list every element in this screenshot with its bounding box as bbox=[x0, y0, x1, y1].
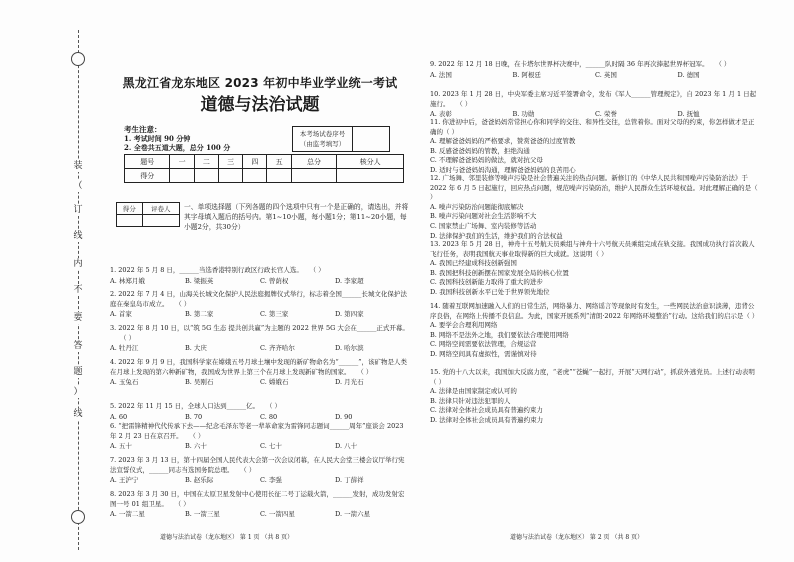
seat-sublabel: （由监考填写） bbox=[299, 140, 346, 148]
option-row bbox=[110, 475, 410, 485]
grader-table bbox=[116, 202, 180, 227]
binding-char: 要 bbox=[67, 312, 89, 324]
option-row bbox=[110, 309, 410, 319]
option: C. 一箭四星 bbox=[260, 510, 295, 519]
score-cell[interactable] bbox=[194, 169, 218, 183]
question-stem: 15. 党的十八大以来，我国加大反腐力度，“老虎”“苍蝇”一起打，开展“天网行动”，抓获外逃党员。上述行动表明（ ） bbox=[430, 368, 755, 386]
option: D. 我国科技创新水平已处于世界领先地位 bbox=[430, 287, 550, 296]
answer-paren[interactable]: （ ） bbox=[360, 367, 373, 376]
section-heading: 一、单项选择题（下列各题的四个选项中只有一个是正确的，请选出，并将其字母填入题后的括号内。第1~10小题，每小题1分；第11~20小题，每小题2分，共30分） bbox=[184, 203, 409, 231]
option: B. 法律只针对违法犯罪的人 bbox=[430, 396, 511, 405]
option: A. 法国 bbox=[430, 70, 452, 79]
score-header-cell: 二 bbox=[194, 155, 218, 169]
option-row bbox=[110, 441, 410, 451]
answer-paren[interactable]: （ ） bbox=[459, 99, 472, 108]
question-item bbox=[430, 90, 760, 119]
question-stem: 8. 2023 年 3 月 30 日，中国在太原卫星发射中心使用长征二号丁运载火箭，______发射，成功发射宏图一号 01 组卫星。 （ ） bbox=[110, 490, 405, 508]
answer-paren[interactable]: （ ） bbox=[269, 402, 282, 410]
option: B. 噪声污染问题对社会生活影响不大 bbox=[430, 212, 537, 221]
option: D. 法律对全体社会成员具有普遍约束力 bbox=[430, 415, 544, 424]
score-value-row bbox=[125, 169, 404, 183]
option: D. 抚恤 bbox=[677, 110, 700, 119]
grader-header-cell: 评卷人 bbox=[142, 203, 179, 215]
option: C. 齐齐哈尔 bbox=[260, 344, 295, 353]
option: A. 60 bbox=[110, 412, 128, 421]
option: A. 王沪宁 bbox=[110, 476, 139, 485]
binding-char: 题 bbox=[67, 366, 89, 378]
option: C. 法律对全体社会成员具有普遍约束力 bbox=[430, 406, 543, 415]
option: B. 六十 bbox=[185, 442, 207, 451]
seat-number-box bbox=[292, 126, 390, 152]
grader-header-cell: 得分 bbox=[117, 203, 143, 215]
binding-char: 装 bbox=[67, 160, 89, 172]
option: A. 我国已经建成科技创新强国 bbox=[430, 259, 517, 268]
seat-label-cell bbox=[293, 127, 353, 151]
option: C. 不理解爸爸妈妈的做法，就对抗父母 bbox=[430, 156, 543, 165]
answer-paren[interactable]: （ ） bbox=[192, 431, 205, 440]
option: D. 李家超 bbox=[335, 276, 364, 285]
score-cell[interactable] bbox=[337, 169, 404, 183]
question-item bbox=[430, 60, 760, 80]
binding-char: 订 bbox=[67, 204, 89, 216]
answer-paren[interactable]: （ ） bbox=[312, 266, 325, 274]
question-item bbox=[110, 324, 410, 353]
question-stem: 6. “把雷锋精神代代传承下去——纪念毛泽东等老一辈革命家为雷锋同志题词______周年”座谈会 2023 年 2 月 23 日在京召开。 （ ） bbox=[110, 422, 404, 440]
question-stem: 12. 广场舞、邻里装修等噪声污染是社会普遍关注的热点问题。新修订的《中华人民共和国噪声污染防治法》于 2022 年 6 月 5 日起施行，回应热点问题，规范噪声污染防治，维护人民群众生活环境权益。对此理解正确的是（ ） bbox=[430, 174, 758, 202]
question-stem: 4. 2022 年 9 月 9 日，我国科学家在嫦娥五号月球土壤中发现的新矿物命名为“______”，该矿物是人类在月球上发现的第六种新矿物，我国成为世界上第三个在月球上发现新矿物的国家。 （ ） bbox=[110, 358, 408, 376]
score-cell[interactable] bbox=[243, 169, 267, 183]
option: A. 一箭二星 bbox=[110, 510, 145, 519]
option: C. 80 bbox=[260, 412, 278, 421]
question-item bbox=[430, 174, 760, 241]
question-item bbox=[110, 456, 410, 485]
question-stem: 3. 2022 年 8 月 10 日，以“筑 5G 生态 提共创共赢”为主题的 2022 世界 5G 大会在______正式开幕。（ ） bbox=[110, 324, 409, 342]
question-item bbox=[430, 240, 760, 298]
option-row bbox=[110, 377, 410, 387]
option: C. 李强 bbox=[260, 476, 282, 485]
option: B. 反感爸爸妈妈的管教，拒绝沟通 bbox=[430, 146, 530, 155]
option: D. 适时与爸爸妈妈沟通，理解爸爸妈妈的良苦用心 bbox=[430, 165, 576, 174]
binding-hole bbox=[71, 510, 85, 524]
exam-subject: 道德与法治试题 bbox=[200, 95, 320, 115]
binding-margin bbox=[66, 30, 106, 550]
option-row bbox=[110, 412, 410, 422]
binding-paren-open: （ bbox=[67, 180, 89, 192]
notice-heading: 考生注意： bbox=[124, 125, 162, 134]
binding-paren-close: ） bbox=[67, 386, 89, 398]
option: D. 一箭六星 bbox=[335, 510, 371, 519]
option-row bbox=[430, 70, 760, 80]
right-page bbox=[430, 60, 760, 544]
option: A. 噪声污染防治问题能彻底解决 bbox=[430, 202, 524, 211]
option: C. 我国科技创新能力取得了重大的进步 bbox=[430, 278, 543, 287]
option: D. 德国 bbox=[677, 70, 700, 79]
right-page-footer: 道德与法治试卷（龙东地区） 第 2 页 （共 8 页） bbox=[510, 534, 644, 541]
question-item bbox=[110, 358, 410, 387]
score-header-cell: 题号 bbox=[125, 155, 170, 169]
option: D. 第四家 bbox=[335, 310, 364, 319]
option: D. 丁薛祥 bbox=[335, 476, 364, 485]
option: C. 七十 bbox=[260, 442, 282, 451]
score-cell[interactable] bbox=[291, 169, 336, 183]
binding-char: 答 bbox=[67, 340, 89, 352]
score-header-cell: 总分 bbox=[291, 155, 336, 169]
option: B. 阿根廷 bbox=[512, 70, 541, 79]
question-stem: 1. 2022 年 5 月 8 日，______当选香港特别行政区行政长官人选。 （ ） bbox=[110, 266, 325, 274]
answer-paren[interactable]: （ ） bbox=[177, 499, 190, 508]
option: A. 牡丹江 bbox=[110, 344, 139, 353]
option: C. 嫦娥石 bbox=[260, 378, 289, 387]
score-header-row bbox=[125, 155, 404, 169]
option: D. 哈尔滨 bbox=[335, 344, 364, 353]
option-row bbox=[110, 343, 410, 353]
question-item bbox=[110, 290, 410, 319]
question-item bbox=[430, 118, 760, 176]
option: B. 我国把科技创新摆在国家发展全局的核心位置 bbox=[430, 268, 569, 277]
option: A. 首家 bbox=[110, 310, 132, 319]
question-item bbox=[110, 266, 410, 286]
option: C. 第三家 bbox=[260, 310, 289, 319]
option: B. 赵乐际 bbox=[185, 476, 214, 485]
option: A. 表彰 bbox=[430, 110, 452, 119]
score-cell[interactable] bbox=[267, 169, 291, 183]
option: D. 八十 bbox=[335, 442, 358, 451]
score-table bbox=[124, 154, 404, 183]
question-stem: 9. 2022 年 12 月 18 日晚，在卡塔尔世界杯决赛中，______队时隔 36 年再次捧起世界杯冠军。 （ ） bbox=[430, 60, 731, 68]
score-header-cell: 一 bbox=[170, 155, 194, 169]
answer-paren[interactable]: （ ） bbox=[243, 465, 256, 474]
option: D. 月光石 bbox=[335, 378, 364, 387]
option: A. 五十 bbox=[110, 442, 132, 451]
score-header-cell: 核分人 bbox=[337, 155, 404, 169]
option: A. 林郑月娥 bbox=[110, 276, 145, 285]
option: D. 网络空间具有虚拟性，需谨慎对待 bbox=[430, 349, 537, 358]
score-cell[interactable] bbox=[170, 169, 194, 183]
answer-paren[interactable]: （ ） bbox=[120, 333, 136, 342]
option: B. 吴刚石 bbox=[185, 378, 214, 387]
question-stem: 7. 2023 年 3 月 13 日，第十四届全国人民代表大会第一次会议闭幕，在人民大会堂三楼会议厅举行宪法宣誓仪式，______同志当选国务院总理。 （ ） bbox=[110, 456, 405, 474]
notice-item: 2. 全卷共五道大题，总分 100 分 bbox=[124, 143, 231, 152]
left-page-footer: 道德与法治试卷（龙东地区） 第 1 页 （共 8 页） bbox=[160, 534, 294, 541]
question-item bbox=[430, 302, 760, 360]
exam-title: 黑龙江省龙东地区 2023 年初中毕业学业统一考试 bbox=[122, 76, 398, 90]
option: C. 国家禁止广场舞、室内装修等活动 bbox=[430, 221, 537, 230]
option: C. 曾荫权 bbox=[260, 276, 289, 285]
option: B. 大庆 bbox=[185, 344, 207, 353]
question-stem: 2. 2022 年 7 月 4 日，山海关长城文化保护人民法庭揭牌仪式举行，标志着全国______长城文化保护法庭在秦皇岛市成立。 （ ） bbox=[110, 290, 407, 308]
grader-cell[interactable] bbox=[117, 215, 143, 227]
question-item bbox=[110, 422, 410, 451]
score-header-cell: 四 bbox=[243, 155, 267, 169]
option: C. 网络空间需要依法管理，合规运营 bbox=[430, 340, 537, 349]
seat-number-field[interactable] bbox=[353, 127, 389, 151]
option: D. 90 bbox=[335, 412, 353, 421]
option: B. 功勋 bbox=[512, 110, 535, 119]
question-stem: 11. 你进初中后，爸爸妈妈常常担心你和同学的交往、和异性交往，总管着你。面对父母的约束，你怎样做才是正确的（ ） bbox=[430, 118, 755, 136]
score-header-cell: 三 bbox=[218, 155, 242, 169]
option: B. 网络不是法外之地，我们要依法合理使用网络 bbox=[430, 330, 569, 339]
question-item bbox=[110, 402, 410, 422]
seat-label: 本考场试卷序号 bbox=[299, 130, 346, 138]
option-row bbox=[110, 509, 410, 519]
binding-char: 不 bbox=[67, 284, 89, 296]
option: B. 70 bbox=[185, 412, 203, 421]
option-row bbox=[110, 276, 410, 286]
question-stem: 5. 2022 年 11 月 15 日，全球人口达到______亿。 （ ） bbox=[110, 402, 282, 410]
question-item bbox=[110, 490, 410, 519]
binding-char: 线 bbox=[67, 408, 89, 420]
grader-cell[interactable] bbox=[142, 215, 179, 227]
left-page bbox=[110, 74, 410, 544]
option: A. 法律是由国家制定或认可的 bbox=[430, 387, 517, 396]
score-cell[interactable] bbox=[218, 169, 242, 183]
option: C. 英国 bbox=[595, 70, 617, 79]
binding-hole bbox=[71, 52, 85, 66]
score-header-cell: 五 bbox=[267, 155, 291, 169]
question-stem: 13. 2023 年 5 月 28 日，神舟十五号航天员乘组与神舟十六号航天员乘组完成在轨交接。我国成功执行首次载人飞行任务，表明我国航天事业取得新的巨大成就。这说明（ ） bbox=[430, 240, 755, 258]
question-item bbox=[430, 368, 760, 426]
answer-paren[interactable]: （ ） bbox=[718, 60, 731, 68]
option: B. 一箭三星 bbox=[185, 510, 220, 519]
question-stem: 14. 随着互联网加速融入人们的日常生活，网络暴力、网络谣言等现象时有发生，一些网民法治意识淡薄，违背公序良俗，在网络上传播不良信息。为此，国家开展系列“清朗·2022 年网络环境整治”行动。这给我们的启示是（ ） bbox=[430, 302, 759, 320]
option: B. 第二家 bbox=[185, 310, 214, 319]
option: B. 梁振英 bbox=[185, 276, 214, 285]
binding-char: 内 bbox=[67, 258, 89, 270]
score-row-label: 得分 bbox=[125, 169, 170, 183]
question-stem: 10. 2023 年 1 月 28 日，中央军委主席习近平签署命令，发布《军人______管理规定》，自 2023 年 1 月 1 日起施行。 （ ） bbox=[430, 90, 757, 108]
answer-paren[interactable]: （ ） bbox=[178, 299, 191, 308]
notice-item: 1. 考试时间 90 分钟 bbox=[124, 134, 191, 143]
option: C. 荣誉 bbox=[595, 110, 617, 119]
binding-char: 线 bbox=[67, 230, 89, 242]
option: A. 理解爸爸妈妈的严格要求，赞赏爸爸的过度管教 bbox=[430, 137, 576, 146]
option: A. 要学会合理利用网络 bbox=[430, 321, 498, 330]
option: D. 法律保护我们的生活，维护我们的合法权益 bbox=[430, 231, 563, 240]
option: A. 玉兔石 bbox=[110, 378, 139, 387]
